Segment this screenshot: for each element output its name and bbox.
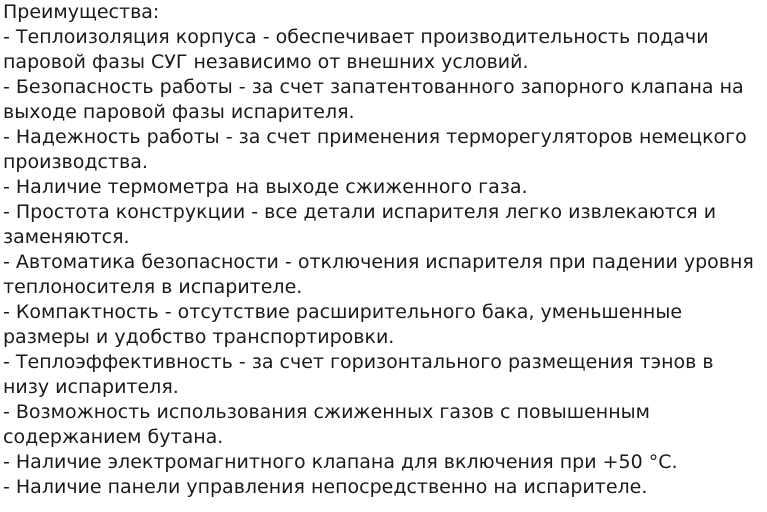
list-item: - Простота конструкции - все детали испарителя легко извлекаются и заменяются.	[3, 201, 717, 248]
list-item: - Компактность - отсутствие расширительного бака, уменьшенные размеры и удобство транспортировки.	[3, 301, 683, 348]
list-item: - Надежность работы - за счет применения терморегуляторов немецкого производства.	[3, 126, 747, 173]
list-item: - Теплоэффективность - за счет горизонтального размещения тэнов в низу испарителя.	[3, 351, 714, 398]
list-item: - Возможность использования сжиженных газов с повышенным содержанием бутана.	[3, 401, 650, 448]
advantages-list	[3, 25, 763, 500]
list-item: - Безопасность работы - за счет запатентованного запорного клапана на выходе паровой фазы испарителя.	[3, 76, 744, 123]
section-title: Преимущества:	[3, 1, 160, 23]
list-item: - Наличие термометра на выходе сжиженного газа.	[3, 176, 528, 198]
list-item: - Наличие электромагнитного клапана для включения при +50 °С.	[3, 451, 678, 473]
list-item: - Теплоизоляция корпуса - обеспечивает производительность подачи паровой фазы СУГ независимо от внешних условий.	[3, 26, 709, 73]
list-item: - Наличие панели управления непосредственно на испарителе.	[3, 476, 648, 498]
list-item: - Автоматика безопасности - отключения испарителя при падении уровня теплоносителя в испарителе.	[3, 251, 754, 298]
